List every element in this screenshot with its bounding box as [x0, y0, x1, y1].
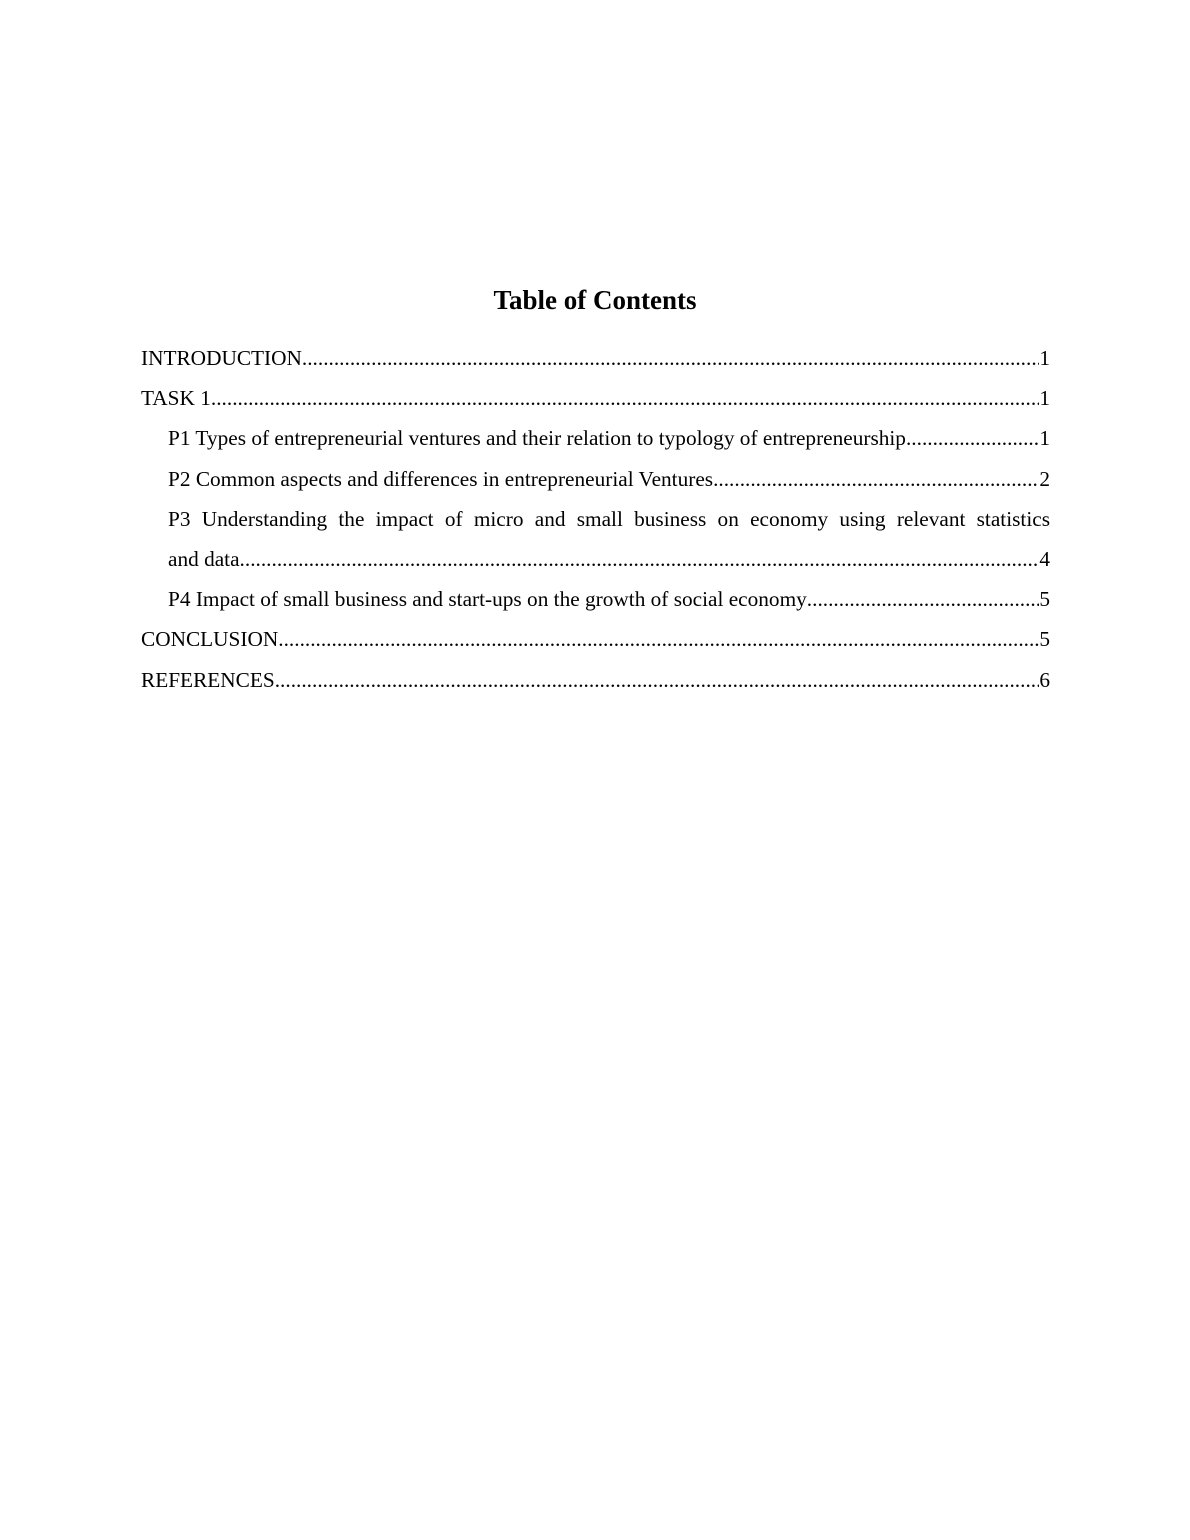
toc-entry-p3[interactable] — [168, 499, 1050, 579]
toc-entry-text: REFERENCES — [141, 667, 275, 692]
toc-page-number: 4 — [1039, 546, 1050, 571]
toc-entry-text: CONCLUSION — [141, 627, 279, 652]
toc-page-number: 5 — [1039, 627, 1050, 652]
toc-entry-p2[interactable] — [168, 459, 1050, 499]
dot-leader — [906, 418, 1039, 458]
dot-leader — [807, 579, 1040, 619]
toc-entry-text: P2 Common aspects and differences in entrepreneurial Ventures — [168, 466, 714, 491]
toc-page-number: 5 — [1039, 587, 1050, 612]
toc-entry-references[interactable] — [141, 660, 1050, 700]
toc-page-number: 2 — [1039, 466, 1050, 491]
toc-entry-text: INTRODUCTION — [141, 346, 302, 370]
dot-leader — [302, 338, 1039, 378]
toc-entry-text-line-2: and data — [168, 546, 240, 571]
toc-entry-text: P1 Types of entrepreneurial ventures and their relation to typology of entrepreneurship — [168, 426, 906, 451]
toc-entry-task-1[interactable] — [141, 378, 1050, 418]
toc-page-number: 6 — [1039, 667, 1050, 692]
toc-entry-conclusion[interactable] — [141, 619, 1050, 659]
toc-entry-introduction[interactable] — [141, 338, 1050, 378]
toc-title: Table of Contents — [493, 285, 697, 315]
toc-entry-text-line-1: P3 Understanding the impact of micro and small business on economy using relevant statistics — [168, 506, 1050, 531]
dot-leader — [240, 539, 1040, 579]
toc-entry-text: P4 Impact of small business and start-ups on the growth of social economy — [168, 587, 807, 612]
toc-entry-p4[interactable] — [168, 579, 1050, 619]
toc-page-number: 1 — [1039, 346, 1050, 370]
toc-page-number: 1 — [1039, 426, 1050, 451]
dot-leader — [278, 619, 1039, 659]
toc-entry-p1[interactable] — [168, 418, 1050, 458]
table-of-contents — [141, 338, 1050, 700]
toc-entry-text: TASK 1 — [141, 386, 211, 411]
dot-leader — [211, 378, 1039, 418]
dot-leader — [275, 660, 1040, 700]
toc-page-number: 1 — [1039, 386, 1050, 411]
dot-leader — [713, 459, 1039, 499]
